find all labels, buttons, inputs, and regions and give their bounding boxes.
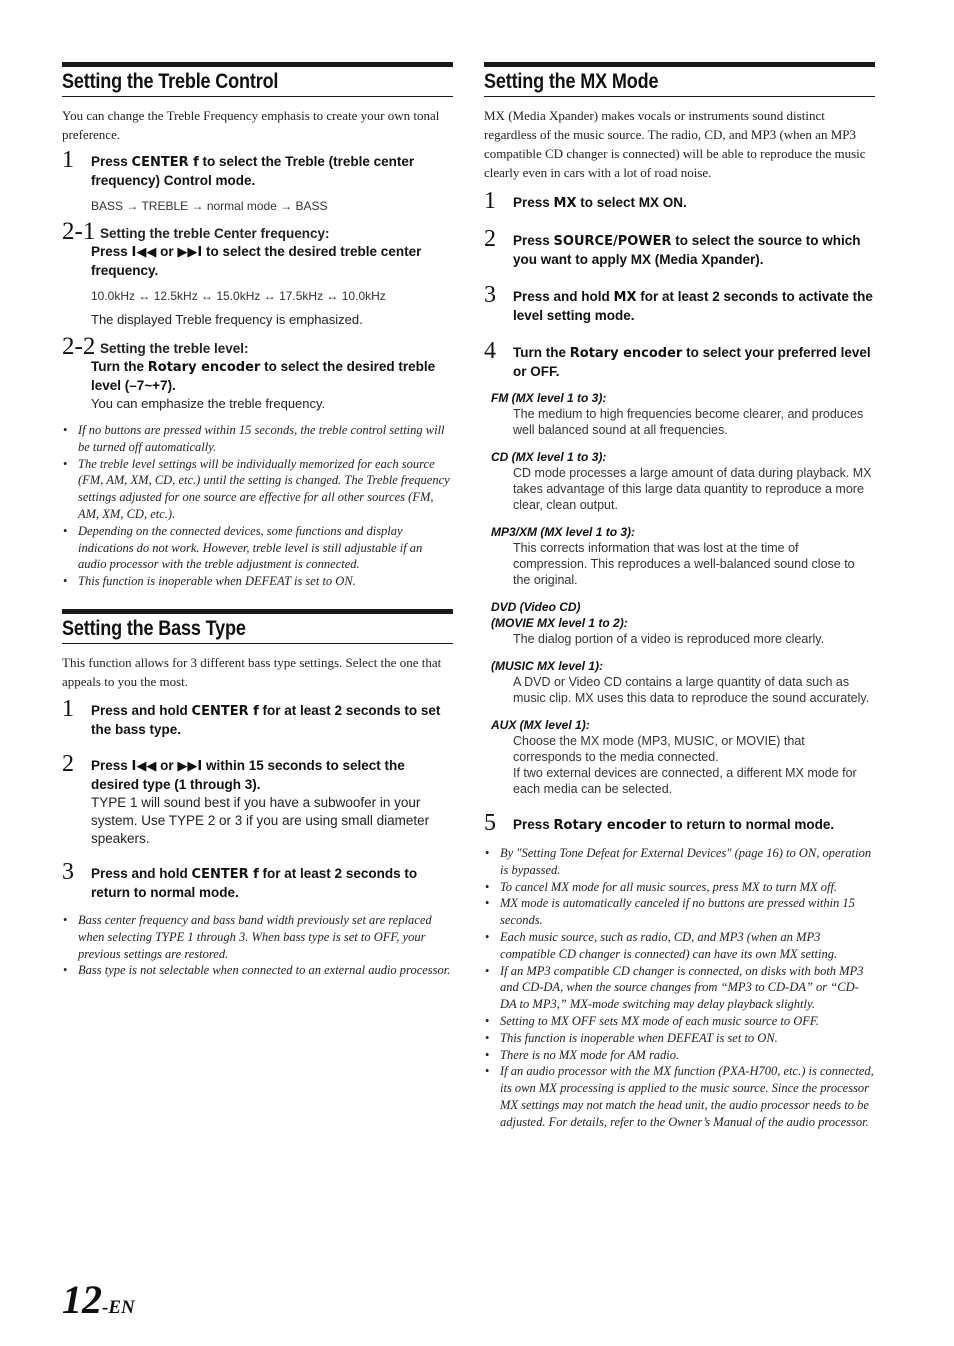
treble-notes [62, 422, 453, 590]
note-item: • MX mode is automatically canceled if no buttons are pressed within 15 seconds. [484, 895, 875, 929]
prev-key: I◀◀ [131, 758, 157, 774]
note-item: • Bass center frequency and bass band width previously set are replaced when selecting TYPE 1 through 3. When bass type is set to OFF, your previous settings are restored. [62, 912, 453, 962]
mode-heading-2: (MOVIE MX level 1 to 2): [491, 616, 628, 630]
note-item: • To cancel MX mode for all music sources, press MX to turn MX off. [484, 879, 875, 896]
note-item: • This function is inoperable when DEFEAT is set to ON. [484, 1030, 875, 1047]
note-item: • By "Setting Tone Defeat for External Devices" (page 16) to ON, operation is bypassed. [484, 845, 875, 879]
center-key: CENTER f [191, 866, 259, 882]
note-item: • Setting to MX OFF sets MX mode of each music source to OFF. [484, 1013, 875, 1030]
center-key: CENTER f [131, 155, 199, 170]
step-number: 2 [62, 750, 74, 777]
bass-step-1 [62, 695, 453, 739]
note-item: • The treble level settings will be individually memorized for each source (FM, AM, XM, CD, etc.) until the setting is changed. The Treble frequency settings adjusted for one source are effective for all other sources (FM, AM, XM, CD, etc.). [62, 456, 453, 523]
note-item: • If an audio processor with the MX function (PXA-H700, etc.) is connected, its own MX processing is applied to the music source. Since the processor MX settings may not match the head unit, the audio processor needs to be adjusted. For details, refer to the Owner’s Manual of the audio processor. [484, 1063, 875, 1130]
step-instruction: Press I◀◀ or ▶▶I within 15 seconds to select the desired type (1 through 3). [91, 757, 405, 792]
step-subheading: Setting the treble level: [100, 341, 249, 356]
mode-sequence: BASS → TREBLE → normal mode → BASS [91, 199, 328, 213]
step-note: You can emphasize the treble frequency. [91, 396, 326, 411]
mx-step-5 [484, 810, 875, 836]
mode-description: The medium to high frequencies become clearer, and produces well balanced sound at all frequencies. [513, 407, 864, 437]
mode-heading: FM (MX level 1 to 3): [491, 391, 607, 405]
center-key: CENTER f [191, 703, 259, 719]
step-instruction: Press SOURCE/POWER to select the source to which you want to apply MX (Media Xpander). [513, 233, 861, 267]
frequency-sequence: 10.0kHz ↔ 12.5kHz ↔ 15.0kHz ↔ 17.5kHz ↔ 10.0kHz [91, 289, 386, 303]
mode-description: The dialog portion of a video is reproduced more clearly. [513, 632, 825, 646]
mode-description-2: If two external devices are connected, a different MX mode for each media can be selected. [513, 766, 857, 796]
mode-heading: CD (MX level 1 to 3): [491, 450, 607, 464]
step-instruction: Press I◀◀ or ▶▶I to select the desired treble center frequency. [91, 244, 422, 278]
mode-description: CD mode processes a large amount of data during playback. MX takes advantage of this large data quantity to reproduce a more clear, clean output. [513, 466, 872, 512]
next-key: ▶▶I [177, 758, 203, 774]
step-number: 3 [62, 858, 74, 885]
mode-heading: AUX (MX level 1): [491, 718, 590, 732]
step-number: 1 [484, 188, 496, 214]
step-number: 1 [62, 147, 74, 173]
mx-step-2 [484, 226, 875, 269]
treble-section-header [62, 62, 453, 97]
mx-step-1 [484, 188, 875, 214]
note-item: • If an MP3 compatible CD changer is connected, on disks with both MP3 and CD-DA, when the source changes from “MP3 to CD-DA” or “CD-DA to MP3,” MX-mode switching may delay playback slightly. [484, 963, 875, 1013]
step-instruction: Press MX to select MX ON. [513, 195, 687, 211]
right-column [484, 62, 875, 1131]
rotary-key: Rotary encoder [147, 360, 261, 375]
page-number [62, 1277, 135, 1322]
mode-mp3-xm [491, 524, 875, 588]
note-item: • Each music source, such as radio, CD, and MP3 (when an MP3 compatible CD changer is connected) can have its own MX setting. [484, 929, 875, 963]
treble-step-2-1 [62, 218, 453, 329]
mode-description: A DVD or Video CD contains a large quantity of data such as music clip. MX uses this data to reproduce the sound accurately. [513, 675, 870, 705]
mx-section-title: Setting the MX Mode [484, 70, 659, 93]
note-item: • There is no MX mode for AM radio. [484, 1047, 875, 1064]
treble-section-title: Setting the Treble Control [62, 70, 279, 93]
step-instruction: Press Rotary encoder to return to normal mode. [513, 817, 835, 833]
rotary-key: Rotary encoder [569, 346, 683, 361]
source-power-key: SOURCE/POWER [553, 234, 672, 249]
step-number: 2 [484, 226, 496, 252]
bass-section-title: Setting the Bass Type [62, 616, 246, 640]
mx-intro: MX (Media Xpander) makes vocals or instruments sound distinct regardless of the music source. The radio, CD, and MP3 (when an MP3 compatible CD changer is connected) will be able to reproduce the music clearly even in cars with a lot of road noise. [484, 108, 866, 180]
step-instruction: Turn the Rotary encoder to select your preferred level or OFF. [513, 345, 871, 379]
note-item: • This function is inoperable when DEFEAT is set to ON. [62, 573, 453, 590]
mx-notes [484, 845, 875, 1131]
step-instruction: Press and hold MX for at least 2 seconds to activate the level setting mode. [513, 289, 873, 323]
mx-key: MX [613, 290, 637, 305]
mode-music [491, 658, 875, 706]
mx-section-header [484, 62, 875, 97]
page-language-suffix: -EN [102, 1297, 135, 1318]
treble-step-1 [62, 147, 453, 214]
step-note: TYPE 1 will sound best if you have a subwoofer in your system. Use TYPE 2 or 3 if you are using small diameter speakers. [91, 794, 430, 846]
mode-description: Choose the MX mode (MP3, MUSIC, or MOVIE) that corresponds to the media connected. [513, 734, 805, 764]
mode-heading: MP3/XM (MX level 1 to 3): [491, 525, 636, 539]
step-subheading: Setting the treble Center frequency: [100, 226, 330, 241]
mode-dvd [491, 599, 875, 647]
step-number: 5 [484, 810, 496, 836]
prev-key: I◀◀ [131, 245, 157, 260]
note-item: • Depending on the connected devices, some functions and display indications do not work. However, treble level is still adjustable if an audio processor with the treble adjustment is connected. [62, 523, 453, 573]
mode-heading: (MUSIC MX level 1): [491, 659, 604, 673]
mx-step-3 [484, 282, 875, 325]
step-instruction: Turn the Rotary encoder to select the desired treble level (–7~+7). [91, 359, 436, 393]
next-key: ▶▶I [177, 245, 203, 260]
step-instruction: Press CENTER f to select the Treble (treble center frequency) Control mode. [91, 154, 415, 188]
step-number: 4 [484, 338, 496, 364]
bass-notes [62, 912, 453, 979]
step-note: The displayed Treble frequency is emphasized. [91, 312, 363, 327]
bass-section-header [62, 609, 453, 644]
step-instruction: Press and hold CENTER f for at least 2 seconds to return to normal mode. [91, 865, 418, 900]
page-number-value: 12 [62, 1277, 102, 1322]
step-number: 2-1 [62, 218, 96, 245]
note-item: • If no buttons are pressed within 15 seconds, the treble control setting will be turned off automatically. [62, 422, 453, 456]
treble-intro: You can change the Treble Frequency emphasis to create your own tonal preference. [62, 108, 440, 142]
mx-key: MX [553, 196, 577, 211]
mode-aux [491, 717, 875, 797]
mode-heading: DVD (Video CD) [491, 600, 581, 614]
mode-fm [491, 390, 875, 438]
rotary-key: Rotary encoder [553, 818, 667, 833]
step-number: 3 [484, 282, 496, 308]
mode-cd [491, 449, 875, 513]
step-instruction: Press and hold CENTER f for at least 2 seconds to set the bass type. [91, 702, 441, 737]
treble-step-2-2 [62, 333, 453, 413]
note-item: • Bass type is not selectable when connected to an external audio processor. [62, 962, 453, 979]
bass-step-3 [62, 858, 453, 902]
bass-intro: This function allows for 3 different bass type settings. Select the one that appeals to you the most. [62, 654, 442, 689]
left-column [62, 62, 453, 979]
mode-description: This corrects information that was lost at the time of compression. This reproduces a well-balanced sound close to the original. [513, 541, 855, 587]
step-number: 1 [62, 695, 74, 722]
mx-step-4 [484, 338, 875, 381]
bass-step-2 [62, 750, 453, 848]
step-number: 2-2 [62, 333, 96, 360]
